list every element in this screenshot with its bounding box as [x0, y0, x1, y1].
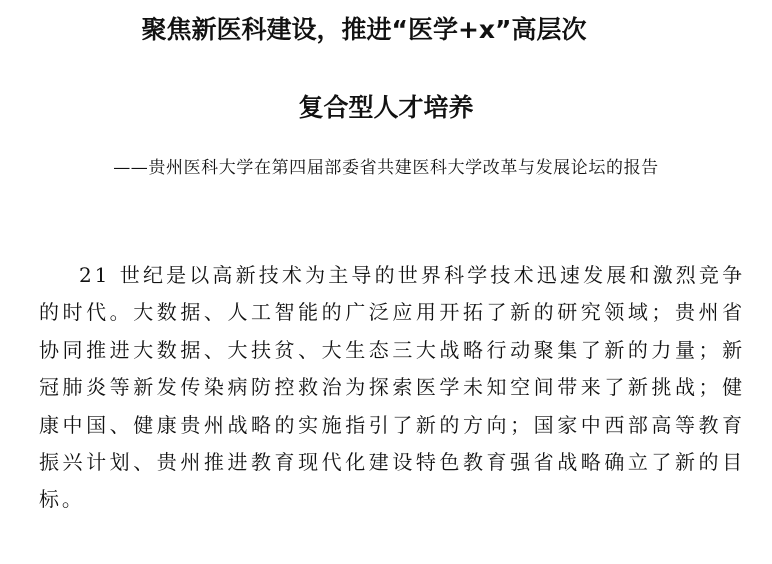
body-paragraph: 21 世纪是以高新技术为主导的世界科学技术迅速发展和激烈竞争的时代。大数据、人工智能的广泛应用开拓了新的研究领域；贵州省协同推进大数据、大扶贫、大生态三大战略行动聚集了新的力量；新冠肺炎等新发传染病防控救治为探索医学未知空间带来了新挑战；健康中国、健康贵州战略的实施指引了新的方向；国家中西部高等教育振兴计划、贵州推进教育现代化建设特色教育强省战略确立了新的目标。: [39, 263, 745, 512]
document-title-line-1: 聚焦新医科建设，推进“医学+x”高层次: [141, 15, 587, 44]
document-title-line-2: 复合型人才培养: [298, 93, 474, 122]
document-subtitle: ——贵州医科大学在第四届部委省共建医科大学改革与发展论坛的报告: [113, 158, 659, 178]
